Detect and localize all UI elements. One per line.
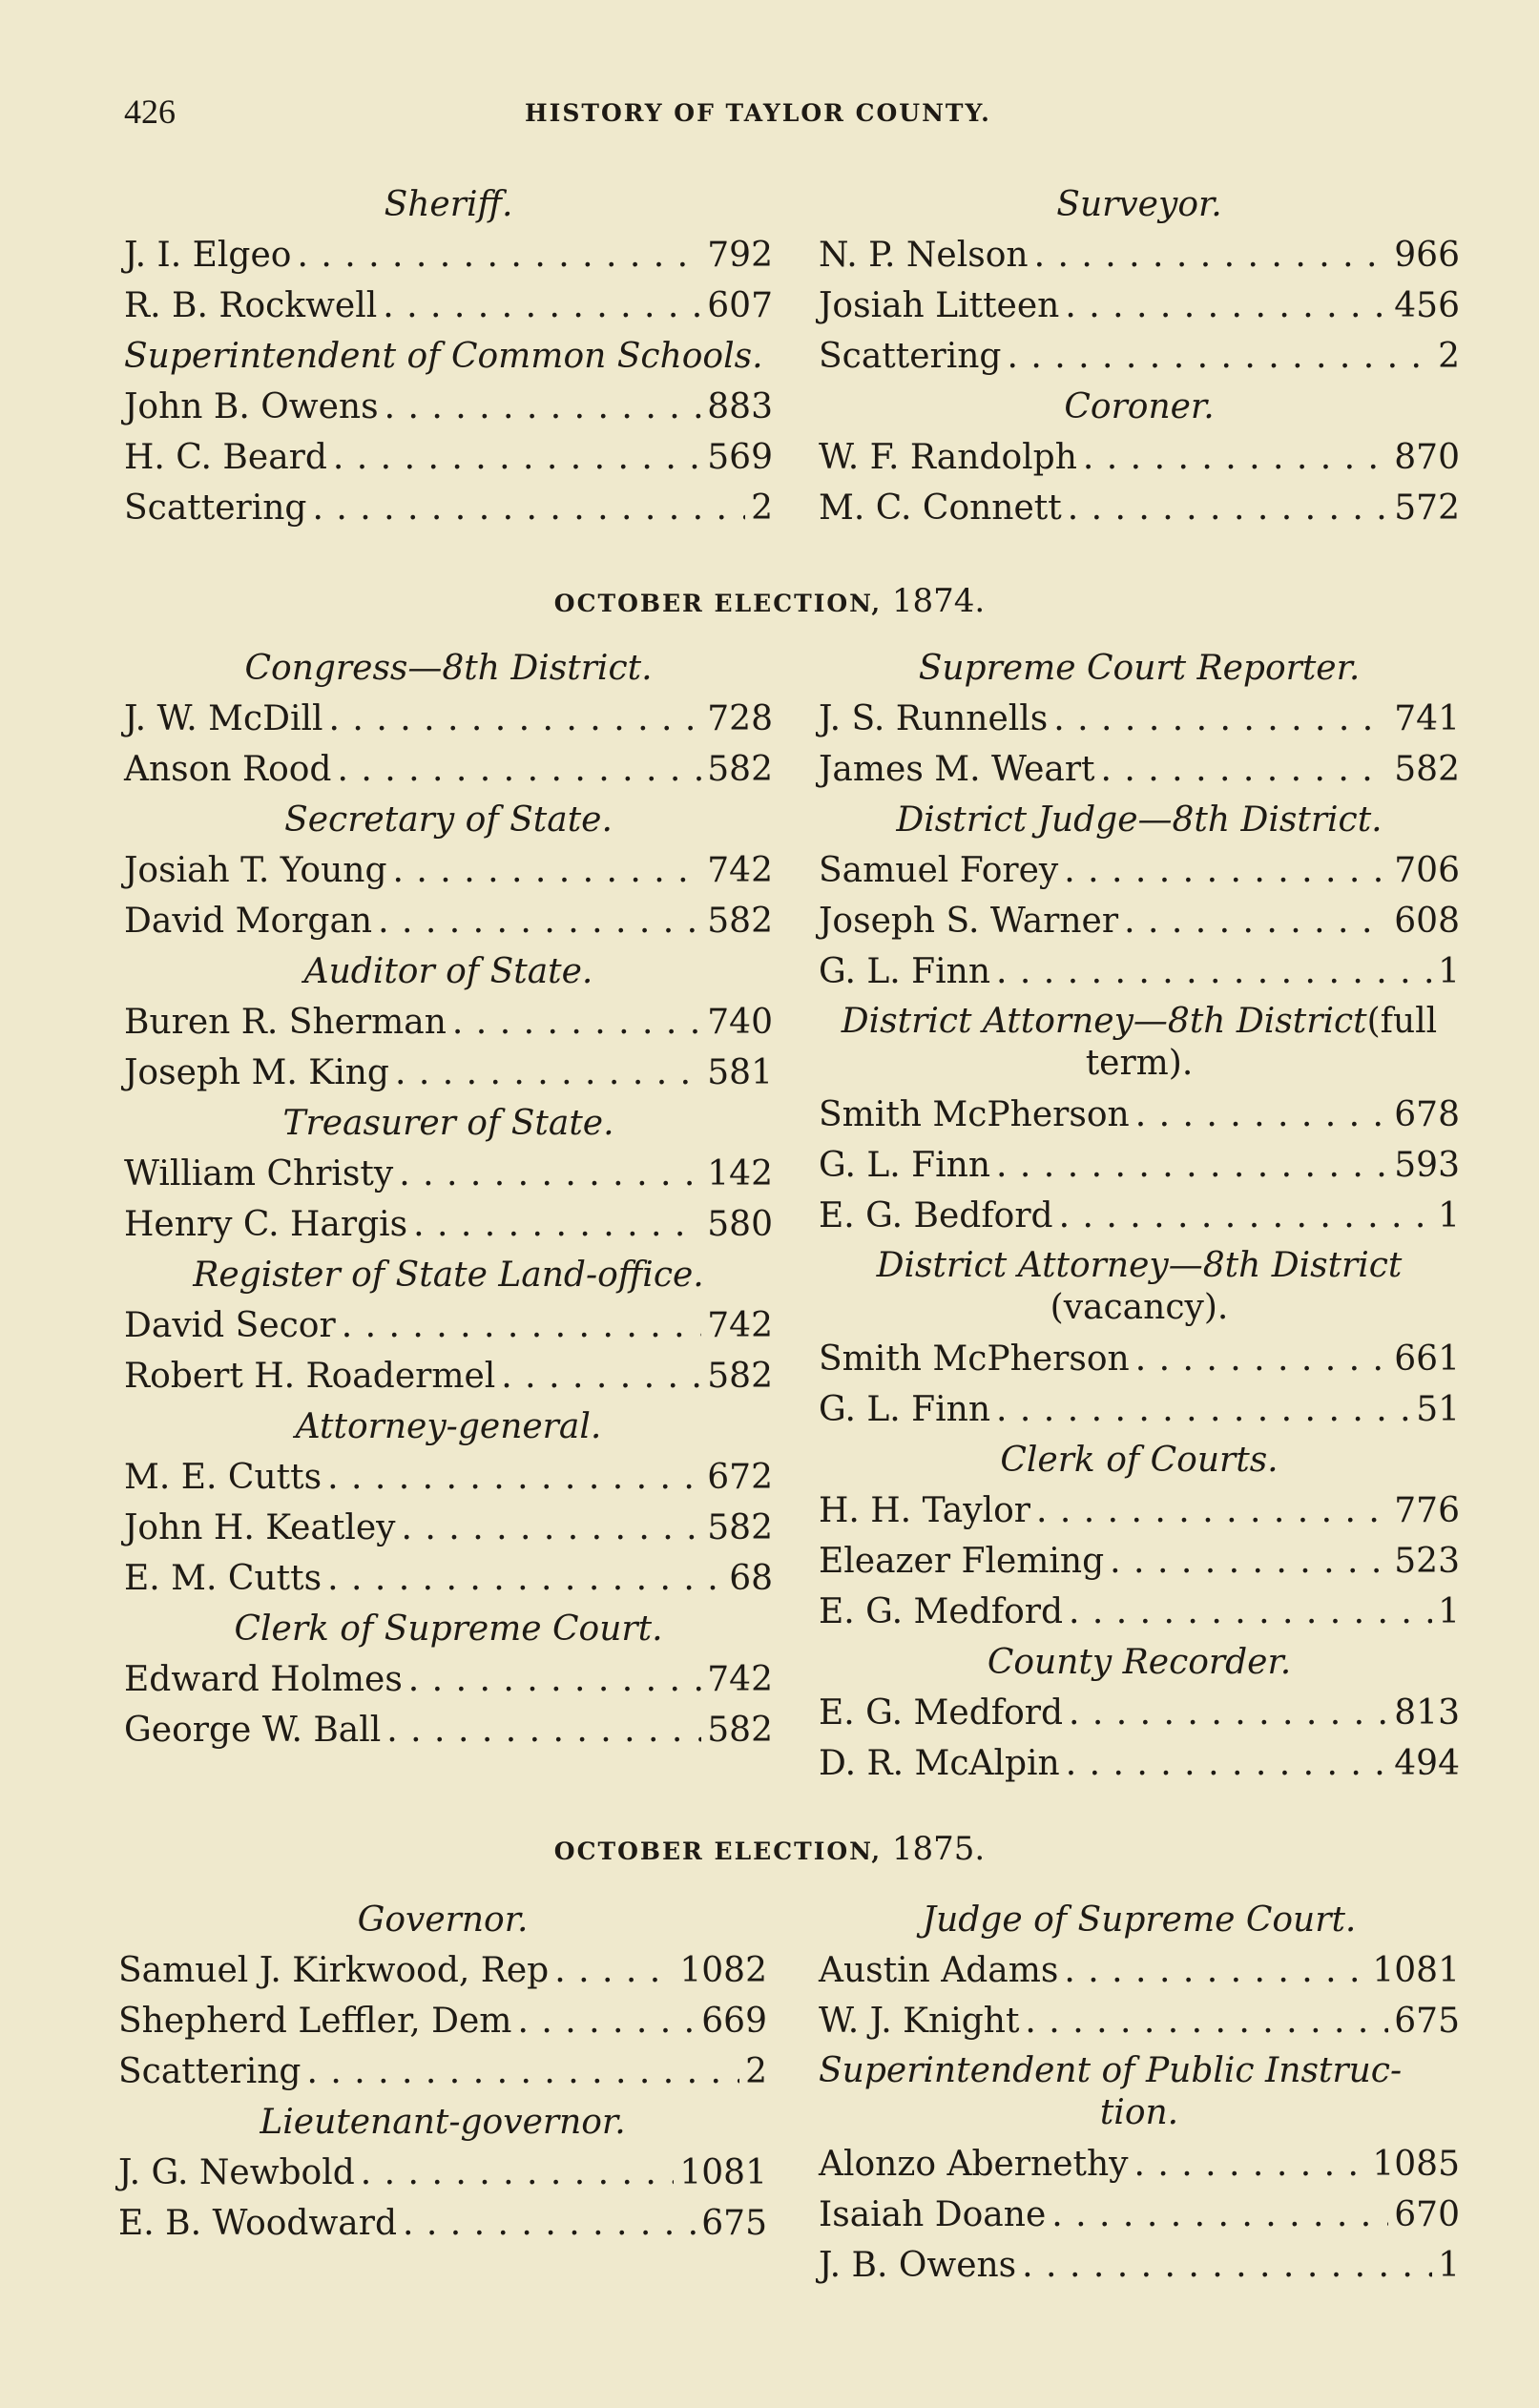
vote-count: 523	[1394, 1542, 1460, 1581]
block1-left-column	[124, 179, 773, 533]
office-title: Sheriff.	[384, 185, 513, 224]
candidate-name: Shepherd Leffler, Dem	[118, 2002, 512, 2041]
candidate-row	[819, 1090, 1460, 1140]
candidate-row	[124, 1452, 773, 1503]
vote-count: 494	[1394, 1744, 1460, 1783]
dot-leader	[1066, 1738, 1389, 1789]
vote-count: 792	[707, 236, 773, 275]
office-heading	[124, 1098, 773, 1149]
office-title: Surveyor.	[1056, 185, 1222, 224]
candidate-name: Samuel Forey	[819, 851, 1059, 890]
office-heading	[819, 1637, 1460, 1688]
block3-right-column	[819, 1895, 1460, 2291]
vote-count: 966	[1394, 236, 1460, 275]
candidate-name: N. P. Nelson	[819, 236, 1029, 275]
vote-count: 582	[1394, 750, 1460, 789]
candidate-name: W. J. Knight	[819, 2002, 1020, 2041]
candidate-name: J. W. McDill	[124, 699, 323, 738]
vote-count: 608	[1394, 902, 1460, 941]
office-title: Lieutenant-governor.	[260, 2103, 626, 2142]
candidate-name: William Christy	[124, 1154, 394, 1194]
candidate-row	[118, 2046, 767, 2097]
office-heading	[118, 1895, 767, 1945]
vote-count: 582	[707, 1711, 773, 1750]
dot-leader	[312, 483, 745, 533]
candidate-name: E. G. Bedford	[819, 1196, 1053, 1235]
dot-leader	[996, 1140, 1388, 1191]
candidate-name: M. E. Cutts	[124, 1458, 322, 1497]
office-title: Congress—8th District.	[244, 649, 653, 688]
candidate-row	[819, 280, 1460, 331]
candidate-name: D. R. McAlpin	[819, 1744, 1060, 1783]
candidate-name: G. L. Finn	[819, 952, 991, 991]
office-title-line2: tion.	[1099, 2093, 1179, 2132]
office-heading	[124, 946, 773, 997]
office-title: District Attorney—8th District	[841, 1002, 1367, 1041]
vote-count: 870	[1394, 438, 1460, 477]
block2-right-column	[819, 643, 1460, 1789]
candidate-row	[819, 432, 1460, 483]
block2-left-column	[124, 643, 773, 1755]
office-title: Clerk of Supreme Court.	[234, 1609, 663, 1649]
vote-count: 813	[1394, 1693, 1460, 1733]
office-title-line2: term).	[1085, 1044, 1194, 1083]
vote-count: 742	[707, 1660, 773, 1699]
candidate-name: G. L. Finn	[819, 1390, 991, 1429]
candidate-name: Samuel J. Kirkwood, Rep	[118, 1951, 550, 1990]
candidate-name: H. C. Beard	[124, 438, 327, 477]
candidate-name: G. L. Finn	[819, 1146, 991, 1185]
dot-leader	[378, 896, 701, 946]
candidate-row	[819, 1738, 1460, 1789]
candidate-name: Scattering	[118, 2052, 302, 2091]
vote-count: 569	[707, 438, 773, 477]
candidate-row	[819, 845, 1460, 896]
dot-leader	[383, 280, 701, 331]
candidate-name: Henry C. Hargis	[124, 1205, 408, 1244]
candidate-row	[124, 230, 773, 280]
dot-leader	[1034, 230, 1389, 280]
dot-leader	[452, 997, 701, 1048]
candidate-row	[819, 1688, 1460, 1738]
candidate-row	[819, 2240, 1460, 2291]
candidate-name: James M. Weart	[819, 750, 1095, 789]
vote-count: 1	[1438, 1196, 1460, 1235]
dot-leader	[1007, 331, 1432, 382]
dot-leader	[1036, 1485, 1388, 1536]
dot-leader	[385, 382, 702, 432]
dot-leader	[408, 1654, 701, 1705]
candidate-row	[124, 1553, 773, 1604]
candidate-row	[118, 1945, 767, 1996]
candidate-row	[124, 1705, 773, 1755]
dot-leader	[413, 1199, 701, 1250]
candidate-row	[124, 280, 773, 331]
candidate-row	[124, 1149, 773, 1199]
candidate-row	[118, 2198, 767, 2249]
vote-count: 669	[701, 2002, 767, 2041]
candidate-row	[124, 1503, 773, 1553]
candidate-name: John H. Keatley	[124, 1508, 396, 1547]
candidate-row	[124, 1654, 773, 1705]
office-title-extra: (full	[1366, 1002, 1438, 1041]
office-heading	[819, 997, 1460, 1090]
vote-count: 593	[1394, 1146, 1460, 1185]
office-heading	[819, 2046, 1460, 2139]
candidate-name: Josiah T. Young	[124, 851, 387, 890]
candidate-name: Alonzo Abernethy	[819, 2145, 1129, 2184]
candidate-row	[819, 1945, 1460, 1996]
dot-leader	[996, 946, 1432, 997]
office-title: Attorney-general.	[295, 1407, 602, 1446]
section-title-1874	[0, 582, 1539, 620]
candidate-row	[819, 2190, 1460, 2240]
vote-count: 581	[707, 1053, 773, 1092]
candidate-row	[819, 1334, 1460, 1384]
vote-count: 607	[707, 286, 773, 325]
candidate-row	[124, 997, 773, 1048]
dot-leader	[402, 1503, 702, 1553]
dot-leader	[1059, 1191, 1433, 1241]
office-heading	[118, 2097, 767, 2148]
office-heading	[819, 795, 1460, 845]
dot-leader	[337, 744, 701, 795]
dot-leader	[1134, 2139, 1367, 2190]
dot-leader	[1069, 1688, 1388, 1738]
candidate-row	[819, 230, 1460, 280]
vote-count: 142	[707, 1154, 773, 1194]
vote-count: 1081	[1372, 1951, 1460, 1990]
candidate-name: John B. Owens	[124, 387, 379, 426]
page-number: 426	[124, 93, 176, 131]
candidate-name: David Morgan	[124, 902, 373, 941]
candidate-row	[819, 896, 1460, 946]
candidate-row	[124, 896, 773, 946]
office-title: Judge of Supreme Court.	[922, 1900, 1357, 1940]
candidate-name: Smith McPherson	[819, 1095, 1130, 1134]
section-year: 1874.	[891, 582, 986, 620]
candidate-name: Edward Holmes	[124, 1660, 403, 1699]
section-label: OCTOBER ELECTION,	[553, 590, 883, 617]
office-title: Coroner.	[1064, 387, 1215, 426]
vote-count: 582	[707, 1508, 773, 1547]
office-heading	[819, 643, 1460, 694]
office-title: Superintendent of Common Schools.	[124, 337, 763, 376]
book-title: HISTORY OF TAYLOR COUNTY.	[525, 99, 991, 127]
candidate-name: W. F. Randolph	[819, 438, 1077, 477]
candidate-row	[124, 483, 773, 533]
dot-leader	[1135, 1334, 1389, 1384]
office-heading	[819, 1241, 1460, 1334]
office-title: Treasurer of State.	[282, 1104, 614, 1143]
candidate-name: Scattering	[124, 488, 307, 528]
block1-right-column	[819, 179, 1460, 533]
dot-leader	[306, 2046, 739, 2097]
candidate-row	[124, 694, 773, 744]
dot-leader	[1069, 1587, 1432, 1637]
candidate-name: J. G. Newbold	[118, 2153, 355, 2192]
dot-leader	[1064, 1945, 1366, 1996]
dot-leader	[501, 1351, 701, 1401]
candidate-name: H. H. Taylor	[819, 1491, 1030, 1530]
office-title: Secretary of State.	[284, 800, 613, 840]
office-heading	[124, 1401, 773, 1452]
office-heading	[124, 643, 773, 694]
vote-count: 661	[1394, 1339, 1460, 1379]
vote-count: 2	[1438, 337, 1460, 376]
vote-count: 883	[707, 387, 773, 426]
candidate-row	[819, 1191, 1460, 1241]
vote-count: 740	[707, 1003, 773, 1042]
office-heading	[819, 382, 1460, 432]
candidate-name: George W. Ball	[124, 1711, 382, 1750]
vote-count: 672	[707, 1458, 773, 1497]
block3-left-column	[118, 1895, 767, 2249]
running-head	[124, 92, 1460, 139]
office-title: Supreme Court Reporter.	[918, 649, 1361, 688]
candidate-name: Isaiah Doane	[819, 2195, 1047, 2234]
candidate-name: J. I. Elgeo	[124, 236, 292, 275]
candidate-name: Buren R. Sherman	[124, 1003, 447, 1042]
candidate-row	[124, 432, 773, 483]
office-title-line2: (vacancy).	[1050, 1288, 1229, 1327]
candidate-row	[819, 1587, 1460, 1637]
candidate-row	[819, 1996, 1460, 2046]
candidate-name: R. B. Rockwell	[124, 286, 378, 325]
office-title: District Judge—8th District.	[896, 800, 1383, 840]
dot-leader	[1053, 694, 1388, 744]
dot-leader	[1135, 1090, 1389, 1140]
dot-leader	[393, 845, 702, 896]
dot-leader	[403, 2198, 696, 2249]
vote-count: 1085	[1372, 2145, 1460, 2184]
office-heading	[819, 1435, 1460, 1485]
candidate-name: Robert H. Roadermel	[124, 1357, 496, 1396]
vote-count: 776	[1394, 1491, 1460, 1530]
candidate-name: M. C. Connett	[819, 488, 1062, 528]
vote-count: 675	[1394, 2002, 1460, 2041]
office-heading	[819, 1895, 1460, 1945]
dot-leader	[399, 1149, 701, 1199]
dot-leader	[333, 432, 701, 483]
vote-count: 742	[707, 851, 773, 890]
dot-leader	[517, 1996, 696, 2046]
candidate-name: J. B. Owens	[819, 2246, 1017, 2285]
office-title: Clerk of Courts.	[1000, 1441, 1279, 1480]
office-heading	[124, 179, 773, 230]
candidate-name: Scattering	[819, 337, 1002, 376]
vote-count: 675	[701, 2204, 767, 2243]
vote-count: 1081	[679, 2153, 767, 2192]
candidate-name: Smith McPherson	[819, 1339, 1130, 1379]
candidate-name: J. S. Runnells	[819, 699, 1049, 738]
dot-leader	[996, 1384, 1410, 1435]
dot-leader	[1025, 1996, 1388, 2046]
candidate-row	[819, 1384, 1460, 1435]
candidate-row	[819, 2139, 1460, 2190]
candidate-name: Joseph M. King	[124, 1053, 389, 1092]
candidate-row	[819, 694, 1460, 744]
office-title: Superintendent of Public Instruc-	[819, 2051, 1403, 2090]
candidate-name: Anson Rood	[124, 750, 332, 789]
vote-count: 1082	[679, 1951, 767, 1990]
candidate-row	[124, 1199, 773, 1250]
vote-count: 678	[1394, 1095, 1460, 1134]
candidate-name: Austin Adams	[819, 1951, 1059, 1990]
dot-leader	[1101, 744, 1389, 795]
vote-count: 582	[707, 750, 773, 789]
office-title: Auditor of State.	[303, 952, 593, 991]
vote-count: 1	[1438, 2246, 1460, 2285]
office-title: District Attorney—8th District	[876, 1246, 1403, 1285]
dot-leader	[327, 1452, 701, 1503]
candidate-name: E. G. Medford	[819, 1592, 1063, 1631]
vote-count: 1	[1438, 1592, 1460, 1631]
dot-leader	[386, 1705, 701, 1755]
office-heading	[124, 795, 773, 845]
dot-leader	[1124, 896, 1388, 946]
candidate-name: Josiah Litteen	[819, 286, 1060, 325]
candidate-row	[124, 845, 773, 896]
section-title-1875	[0, 1830, 1539, 1868]
candidate-name: E. G. Medford	[819, 1693, 1063, 1733]
dot-leader	[1068, 483, 1389, 533]
vote-count: 582	[707, 902, 773, 941]
dot-leader	[1064, 845, 1388, 896]
candidate-row	[819, 1485, 1460, 1536]
vote-count: 580	[707, 1205, 773, 1244]
candidate-row	[819, 483, 1460, 533]
vote-count: 456	[1394, 286, 1460, 325]
office-title: Register of State Land-office.	[193, 1256, 704, 1295]
office-title: County Recorder.	[987, 1643, 1292, 1682]
candidate-row	[124, 382, 773, 432]
candidate-name: E. B. Woodward	[118, 2204, 397, 2243]
dot-leader	[1022, 2240, 1432, 2291]
office-heading	[124, 1604, 773, 1654]
candidate-row	[124, 744, 773, 795]
vote-count: 2	[745, 2052, 767, 2091]
vote-count: 51	[1416, 1390, 1460, 1429]
candidate-row	[819, 744, 1460, 795]
vote-count: 572	[1394, 488, 1460, 528]
candidate-row	[118, 1996, 767, 2046]
dot-leader	[361, 2148, 675, 2198]
candidate-name: David Secor	[124, 1306, 336, 1345]
vote-count: 1	[1438, 952, 1460, 991]
candidate-row	[819, 331, 1460, 382]
vote-count: 706	[1394, 851, 1460, 890]
vote-count: 582	[707, 1357, 773, 1396]
office-heading	[819, 179, 1460, 230]
candidate-row	[124, 1048, 773, 1098]
dot-leader	[329, 694, 702, 744]
candidate-name: Joseph S. Warner	[819, 902, 1119, 941]
candidate-row	[124, 1300, 773, 1351]
vote-count: 2	[751, 488, 773, 528]
dot-leader	[395, 1048, 701, 1098]
dot-leader	[554, 1945, 674, 1996]
dot-leader	[327, 1553, 723, 1604]
candidate-row	[819, 1536, 1460, 1587]
dot-leader	[1083, 432, 1388, 483]
vote-count: 741	[1394, 699, 1460, 738]
office-title: Governor.	[357, 1900, 529, 1940]
dot-leader	[1110, 1536, 1388, 1587]
vote-count: 728	[707, 699, 773, 738]
section-label: OCTOBER ELECTION,	[553, 1837, 883, 1865]
dot-leader	[1065, 280, 1388, 331]
office-heading	[124, 331, 773, 382]
section-year: 1875.	[891, 1830, 986, 1868]
candidate-row	[124, 1351, 773, 1401]
vote-count: 68	[729, 1559, 773, 1598]
candidate-row	[819, 946, 1460, 997]
candidate-row	[819, 1140, 1460, 1191]
vote-count: 670	[1394, 2195, 1460, 2234]
dot-leader	[297, 230, 701, 280]
candidate-name: Eleazer Fleming	[819, 1542, 1105, 1581]
dot-leader	[342, 1300, 702, 1351]
vote-count: 742	[707, 1306, 773, 1345]
office-heading	[124, 1250, 773, 1300]
candidate-name: E. M. Cutts	[124, 1559, 322, 1598]
candidate-row	[118, 2148, 767, 2198]
dot-leader	[1051, 2190, 1388, 2240]
